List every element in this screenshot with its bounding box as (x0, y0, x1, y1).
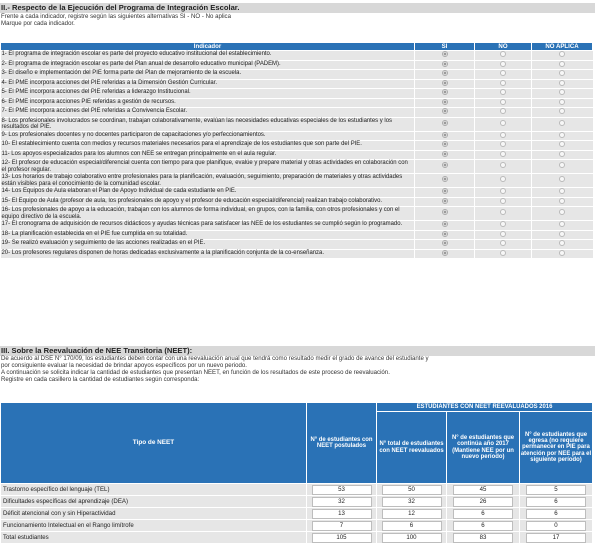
radio-yes[interactable] (442, 51, 448, 57)
indicator-text: 1- El programa de integración escolar es parte del proyecto educativo institucional del establecimiento. (1, 51, 415, 61)
indicator-option-cell (532, 141, 593, 151)
radio-yes[interactable] (442, 151, 448, 157)
indicator-option-cell (475, 174, 532, 188)
indicator-rows (1, 51, 593, 259)
neet-egresa-field[interactable]: 6 (526, 509, 586, 519)
radio-not-applicable[interactable] (559, 250, 565, 256)
indicator-option-cell (532, 108, 593, 118)
neet-egresa-field[interactable]: 17 (526, 533, 586, 543)
indicator-option-cell (415, 70, 475, 80)
indicator-option-cell (475, 89, 532, 99)
indicator-row (1, 131, 593, 141)
radio-yes[interactable] (442, 141, 448, 147)
neet-cell (520, 508, 593, 520)
indicator-option-cell (475, 131, 532, 141)
radio-not-applicable[interactable] (559, 80, 565, 86)
radio-no[interactable] (500, 162, 506, 168)
radio-no[interactable] (500, 120, 506, 126)
radio-no[interactable] (500, 51, 506, 57)
indicator-text: 11- Los apoyos especializados para los alumnos con NEE se entregan principalmente en el aula regular. (1, 150, 415, 160)
neet-reevaluados-field[interactable]: 50 (382, 485, 442, 495)
instruction-line: Marque por cada indicador. (1, 19, 75, 27)
neet-row (1, 484, 593, 496)
header-no: NO (475, 43, 532, 51)
neet-type: Trastorno específico del lenguaje (TEL) (1, 484, 307, 496)
neet-reevaluados-field[interactable]: 12 (382, 509, 442, 519)
radio-not-applicable[interactable] (559, 176, 565, 182)
header-reevaluados: N° total de estudiantes con NEET reevaluados (377, 412, 447, 484)
indicator-row (1, 89, 593, 99)
header-not-applicable: NO APLICA (532, 43, 593, 51)
indicator-row (1, 70, 593, 80)
neet-egresa-field[interactable]: 0 (526, 521, 586, 531)
radio-yes[interactable] (442, 108, 448, 114)
neet-continua-field[interactable]: 45 (453, 485, 513, 495)
neet-continua-field[interactable]: 6 (453, 509, 513, 519)
header-neet-group: ESTUDIANTES CON NEET REEVALUADOS 2016 (377, 403, 593, 412)
indicator-text: 20- Los profesores regulares disponen de horas dedicadas exclusivamente a la planificación conjunta de la co-enseñanza. (1, 249, 415, 259)
indicator-option-cell (415, 174, 475, 188)
indicator-text: 3- El diseño e implementación del PIE forma parte del Plan de mejoramiento de la escuela. (1, 70, 415, 80)
neet-postulados-field[interactable]: 13 (312, 509, 372, 519)
neet-cell (447, 496, 520, 508)
indicator-text: 13- Los horarios de trabajo colaborativo entre profesionales para la planificación, evaluación, seguimiento, preparación de materiales y otras actividades están visibles para el conocimiento de la comunidad escolar. (1, 174, 415, 188)
indicator-option-cell (415, 60, 475, 70)
indicator-option-cell (475, 141, 532, 151)
neet-cell (377, 484, 447, 496)
indicator-text: 12- El profesor de educación especial/diferencial cuenta con tiempo para que planifique, evalúe y prepare material y otras actividades en colaboración con el profesor regular. (1, 160, 415, 174)
neet-row (1, 508, 593, 520)
indicator-row (1, 98, 593, 108)
radio-no[interactable] (500, 198, 506, 204)
indicator-text: 18- La planificación establecida en el PIE fue cumplida en su totalidad. (1, 230, 415, 240)
radio-yes[interactable] (442, 231, 448, 237)
indicator-option-cell (532, 249, 593, 259)
radio-not-applicable[interactable] (559, 51, 565, 57)
indicator-row (1, 141, 593, 151)
neet-postulados-field[interactable]: 32 (312, 497, 372, 507)
radio-no[interactable] (500, 89, 506, 95)
indicator-text: 4- El PME incorpora acciones del PIE referidas a la Dimensión Gestión Curricular. (1, 79, 415, 89)
radio-yes[interactable] (442, 80, 448, 86)
indicator-text: 6- El PME incorpora acciones PIE referidas a gestión de recursos. (1, 98, 415, 108)
indicator-option-cell (532, 79, 593, 89)
radio-not-applicable[interactable] (559, 240, 565, 246)
radio-not-applicable[interactable] (559, 231, 565, 237)
indicator-text: 8- Los profesionales involucrados se coordinan, trabajan colaborativamente, evalúan las necesidades educativas especiales de los estudiantes y los resultados del PIE. (1, 117, 415, 131)
radio-yes[interactable] (442, 250, 448, 256)
neet-rows (1, 484, 593, 544)
radio-yes[interactable] (442, 221, 448, 227)
neet-cell (377, 508, 447, 520)
neet-cell (520, 520, 593, 532)
indicator-text: 9- Los profesionales docentes y no docentes participaron de capacitaciones y/o perfeccionamientos. (1, 131, 415, 141)
radio-not-applicable[interactable] (559, 151, 565, 157)
neet-row (1, 520, 593, 532)
neet-postulados-field[interactable]: 105 (312, 533, 372, 543)
radio-yes[interactable] (442, 162, 448, 168)
indicator-option-cell (532, 174, 593, 188)
indicator-text: 19- Se realizó evaluación y seguimiento de las acciones realizadas en el PIE. (1, 240, 415, 250)
radio-yes[interactable] (442, 70, 448, 76)
radio-no[interactable] (500, 250, 506, 256)
indicator-option-cell (475, 197, 532, 207)
radio-yes[interactable] (442, 89, 448, 95)
neet-cell (377, 496, 447, 508)
indicator-text: 2- El programa de integración escolar es parte del Plan anual de desarrollo educativo municipal (PADEM). (1, 60, 415, 70)
indicator-option-cell (415, 160, 475, 174)
neet-cell (377, 520, 447, 532)
radio-not-applicable[interactable] (559, 61, 565, 67)
indicator-row (1, 160, 593, 174)
neet-continua-field[interactable]: 83 (453, 533, 513, 543)
radio-yes[interactable] (442, 120, 448, 126)
indicator-table (0, 42, 593, 259)
neet-egresa-field[interactable]: 5 (526, 485, 586, 495)
indicator-text: 7- El PME incorpora acciones del PIE referidas a Convivencia Escolar. (1, 108, 415, 118)
radio-not-applicable[interactable] (559, 188, 565, 194)
radio-not-applicable[interactable] (559, 141, 565, 147)
intro-line: Registre en cada casillero la cantidad de estudiantes según corresponda: (1, 375, 200, 383)
indicator-option-cell (532, 150, 593, 160)
neet-cell (307, 508, 377, 520)
radio-not-applicable[interactable] (559, 120, 565, 126)
indicator-option-cell (532, 89, 593, 99)
indicator-option-cell (475, 117, 532, 131)
radio-no[interactable] (500, 61, 506, 67)
indicator-option-cell (475, 79, 532, 89)
indicator-header-row (1, 43, 593, 51)
radio-yes[interactable] (442, 176, 448, 182)
indicator-option-cell (475, 240, 532, 250)
indicator-option-cell (415, 141, 475, 151)
indicator-option-cell (415, 98, 475, 108)
indicator-text: 14- Los Equipos de Aula elaboran el Plan de Apoyo Individual de cada estudiante en PIE. (1, 188, 415, 198)
indicator-row (1, 240, 593, 250)
indicator-option-cell (475, 70, 532, 80)
neet-postulados-field[interactable]: 7 (312, 521, 372, 531)
header-yes: SI (415, 43, 475, 51)
radio-no[interactable] (500, 132, 506, 138)
neet-type: Total estudiantes (1, 532, 307, 544)
radio-no[interactable] (500, 141, 506, 147)
indicator-option-cell (415, 108, 475, 118)
neet-type: Funcionamiento Intelectual en el Rango limítrofe (1, 520, 307, 532)
radio-not-applicable[interactable] (559, 132, 565, 138)
radio-no[interactable] (500, 80, 506, 86)
indicator-text: 5- El PME incorpora acciones del PIE referidas a liderazgo Institucional. (1, 89, 415, 99)
header-indicator: Indicador (1, 43, 415, 51)
indicator-option-cell (415, 51, 475, 61)
indicator-option-cell (475, 60, 532, 70)
radio-no[interactable] (500, 231, 506, 237)
indicator-option-cell (415, 89, 475, 99)
indicator-text: 15- El Equipo de Aula (profesor de aula, los profesionales de apoyo y el profesor de educación especial/diferencial) realizan trabajo colaborativo. (1, 197, 415, 207)
radio-not-applicable[interactable] (559, 221, 565, 227)
indicator-row (1, 117, 593, 131)
indicator-row (1, 150, 593, 160)
neet-cell (307, 484, 377, 496)
section-2-title: II.- Respecto de la Ejecución del Programa de Integración Escolar. (0, 3, 595, 13)
radio-yes[interactable] (442, 188, 448, 194)
section-2-instructions (1, 14, 231, 28)
neet-cell (377, 532, 447, 544)
indicator-row (1, 188, 593, 198)
radio-not-applicable[interactable] (559, 162, 565, 168)
indicator-option-cell (415, 207, 475, 221)
header-postulados: N° de estudiantes con NEET postulados (307, 403, 377, 484)
indicator-option-cell (475, 207, 532, 221)
neet-egresa-field[interactable]: 6 (526, 497, 586, 507)
radio-no[interactable] (500, 99, 506, 105)
indicator-option-cell (532, 131, 593, 141)
intro-line: De acuerdo al DSE N° 170/09, los estudiantes deben contar con una reevaluación anual que tendrá como resultado medir el grado de avance del estudiante y (1, 355, 429, 362)
indicator-row (1, 60, 593, 70)
radio-not-applicable[interactable] (559, 99, 565, 105)
radio-no[interactable] (500, 240, 506, 246)
indicator-row (1, 51, 593, 61)
indicator-row (1, 207, 593, 221)
indicator-text: 16- Los profesionales de apoyo a la educación, trabajan con los alumnos de forma individual, en grupos, con la familia, con otros profesionales y con el equipo directivo de la escuela. (1, 207, 415, 221)
radio-yes[interactable] (442, 240, 448, 246)
indicator-option-cell (415, 188, 475, 198)
neet-cell (307, 496, 377, 508)
neet-cell (307, 520, 377, 532)
radio-not-applicable[interactable] (559, 108, 565, 114)
radio-yes[interactable] (442, 209, 448, 215)
radio-yes[interactable] (442, 61, 448, 67)
header-egresa: N° de estudiantes que egresa (no requiere permanecer en PIE para atención por NEE para el siguiente período) (520, 412, 593, 484)
neet-cell (447, 508, 520, 520)
indicator-option-cell (532, 207, 593, 221)
indicator-option-cell (532, 230, 593, 240)
indicator-option-cell (475, 160, 532, 174)
indicator-option-cell (532, 197, 593, 207)
radio-no[interactable] (500, 151, 506, 157)
indicator-row (1, 197, 593, 207)
radio-no[interactable] (500, 70, 506, 76)
radio-yes[interactable] (442, 198, 448, 204)
header-neet-type: Tipo de NEET (1, 403, 307, 484)
indicator-text: 17- El cronograma de adquisición de recursos didácticos y ayudas técnicas para satisfacer las NEE de los estudiantes se cumplió según lo programado. (1, 221, 415, 231)
radio-yes[interactable] (442, 132, 448, 138)
neet-cell (447, 532, 520, 544)
neet-cell (520, 484, 593, 496)
neet-continua-field[interactable]: 26 (453, 497, 513, 507)
radio-no[interactable] (500, 209, 506, 215)
section-3-title: III. Sobre la Reevaluación de NEE Transitoria (NEET): (0, 346, 595, 356)
neet-cell (447, 520, 520, 532)
indicator-row (1, 249, 593, 259)
indicator-option-cell (532, 188, 593, 198)
neet-type: Dificultades específicas del aprendizaje (DEA) (1, 496, 307, 508)
radio-not-applicable[interactable] (559, 70, 565, 76)
indicator-option-cell (415, 117, 475, 131)
indicator-option-cell (415, 197, 475, 207)
indicator-option-cell (532, 51, 593, 61)
indicator-option-cell (415, 131, 475, 141)
indicator-row (1, 221, 593, 231)
neet-cell (520, 496, 593, 508)
indicator-option-cell (475, 98, 532, 108)
neet-cell (307, 532, 377, 544)
radio-no[interactable] (500, 188, 506, 194)
neet-cell (520, 532, 593, 544)
neet-group-header-row (1, 403, 593, 412)
indicator-row (1, 79, 593, 89)
indicator-option-cell (415, 230, 475, 240)
indicator-option-cell (532, 240, 593, 250)
indicator-option-cell (415, 240, 475, 250)
indicator-option-cell (532, 160, 593, 174)
radio-not-applicable[interactable] (559, 89, 565, 95)
neet-reevaluados-field[interactable]: 32 (382, 497, 442, 507)
indicator-option-cell (475, 249, 532, 259)
neet-type: Déficit atencional con y sin Hiperactividad (1, 508, 307, 520)
indicator-row (1, 108, 593, 118)
indicator-option-cell (532, 221, 593, 231)
section-3-intro (1, 356, 429, 384)
neet-continua-field[interactable]: 6 (453, 521, 513, 531)
indicator-option-cell (532, 60, 593, 70)
indicator-option-cell (532, 117, 593, 131)
neet-table (0, 402, 593, 544)
indicator-option-cell (532, 98, 593, 108)
radio-no[interactable] (500, 176, 506, 182)
neet-row (1, 496, 593, 508)
neet-postulados-field[interactable]: 53 (312, 485, 372, 495)
indicator-option-cell (532, 70, 593, 80)
header-continua: N° de estudiantes que continúa año 2017 (Mantiene NEE por un nuevo período) (447, 412, 520, 484)
neet-reevaluados-field[interactable]: 6 (382, 521, 442, 531)
neet-total-row (1, 532, 593, 544)
indicator-option-cell (475, 51, 532, 61)
radio-not-applicable[interactable] (559, 198, 565, 204)
instruction-line: Frente a cada indicador, registre según las siguientes alternativas SI - NO - No aplica (1, 13, 231, 20)
indicator-row (1, 230, 593, 240)
indicator-option-cell (415, 150, 475, 160)
indicator-text: 10- El establecimiento cuenta con medios y recursos materiales necesarios para el aprendizaje de los estudiantes que son parte del PIE. (1, 141, 415, 151)
indicator-option-cell (415, 79, 475, 89)
indicator-option-cell (415, 249, 475, 259)
neet-cell (447, 484, 520, 496)
indicator-option-cell (415, 221, 475, 231)
indicator-row (1, 174, 593, 188)
neet-reevaluados-field[interactable]: 100 (382, 533, 442, 543)
indicator-option-cell (475, 150, 532, 160)
radio-no[interactable] (500, 108, 506, 114)
intro-line: por consiguiente evaluar la necesidad de brindar apoyos específicos por un nuevo periodo. (1, 361, 247, 369)
radio-yes[interactable] (442, 99, 448, 105)
radio-no[interactable] (500, 221, 506, 227)
intro-line: A continuación se solicita indicar la cantidad de estudiantes que presentan NEET, en función de los resultados de este proceso de reevaluación. (1, 368, 390, 376)
indicator-option-cell (475, 108, 532, 118)
indicator-option-cell (475, 230, 532, 240)
indicator-option-cell (475, 188, 532, 198)
radio-not-applicable[interactable] (559, 209, 565, 215)
indicator-option-cell (475, 221, 532, 231)
